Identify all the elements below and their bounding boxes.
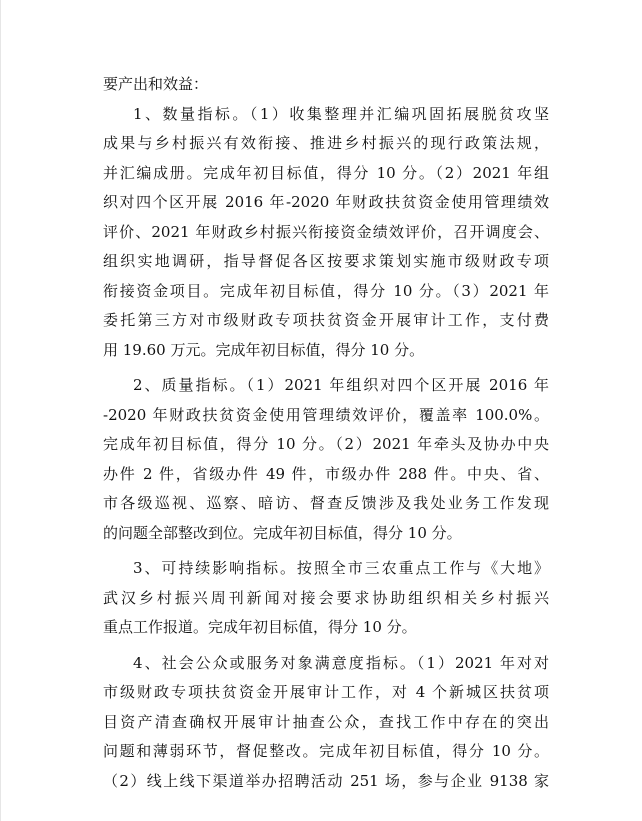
text-line: 用 19.60 万元。完成年初目标值，得分 10 分。	[103, 340, 425, 359]
text-line: 衔接资金项目。完成年初目标值，得分 10 分。（3）2021 年	[103, 281, 549, 300]
text-line: 成果与乡村振兴有效衔接、推进乡村振兴的现行政策法规，	[103, 134, 549, 152]
text-line: 武汉乡村振兴周刊新闻对接会要求协助组织相关乡村振兴	[103, 588, 549, 607]
text-line: 市各级巡视、巡察、暗访、督查反馈涉及我处业务工作发现	[103, 494, 549, 512]
text-line: 市级财政专项扶贫资金开展审计工作，对 4 个新城区扶贫项	[103, 683, 549, 701]
text-line: 织对四个区开展 2016 年-2020 年财政扶贫资金使用管理绩效	[103, 193, 549, 211]
text-line: 2、质量指标。（1）2021 年组织对四个区开展 2016 年	[133, 376, 549, 394]
text-line: -2020 年财政扶贫资金使用管理绩效评价，覆盖率 100.0%。	[103, 405, 549, 424]
text-line: 重点工作报道。完成年初目标值，得分 10 分。	[103, 618, 417, 636]
text-line: 完成年初目标值，得分 10 分。（2）2021 年牵头及协办中央	[103, 435, 549, 453]
satisfaction-indicator-paragraph	[103, 649, 549, 797]
text-line: （2）线上线下渠道举办招聘活动 251 场，参与企业 9138 家	[103, 771, 549, 790]
text-line: 问题和薄弱环节，督促整改。完成年初目标值，得分 10 分。	[103, 742, 549, 760]
quantity-indicator-paragraph	[103, 100, 549, 366]
text-line: 的问题全部整改到位。完成年初目标值，得分 10 分。	[103, 523, 462, 542]
text-line: 组织实地调研，指导督促各区按要求策划实施市级财政专项	[103, 252, 549, 270]
quality-indicator-paragraph	[103, 371, 549, 548]
text-line: 目资产清查确权开展审计抽查公众，查找工作中存在的突出	[103, 712, 549, 731]
text-line: 要产出和效益：	[103, 75, 209, 93]
text-line: 4、社会公众或服务对象满意度指标。（1）2021 年对对	[133, 653, 549, 672]
text-line: 1、数量指标。（1）收集整理并汇编巩固拓展脱贫攻坚	[133, 104, 549, 123]
text-line: 委托第三方对市级财政专项扶贫资金开展审计工作，支付费	[103, 311, 549, 329]
lead-paragraph	[103, 70, 549, 100]
sustainability-indicator-paragraph	[103, 554, 549, 643]
text-line: 评价、2021 年财政乡村振兴衔接资金绩效评价，召开调度会、	[103, 222, 549, 241]
text-line: 办件 2 件，省级办件 49 件，市级办件 288 件。中央、省、	[103, 464, 549, 483]
text-line: 3、可持续影响指标。按照全市三农重点工作与《大地》	[133, 559, 549, 577]
document-body	[103, 70, 549, 796]
text-line: 并汇编成册。完成年初目标值，得分 10 分。（2）2021 年组	[103, 163, 549, 182]
